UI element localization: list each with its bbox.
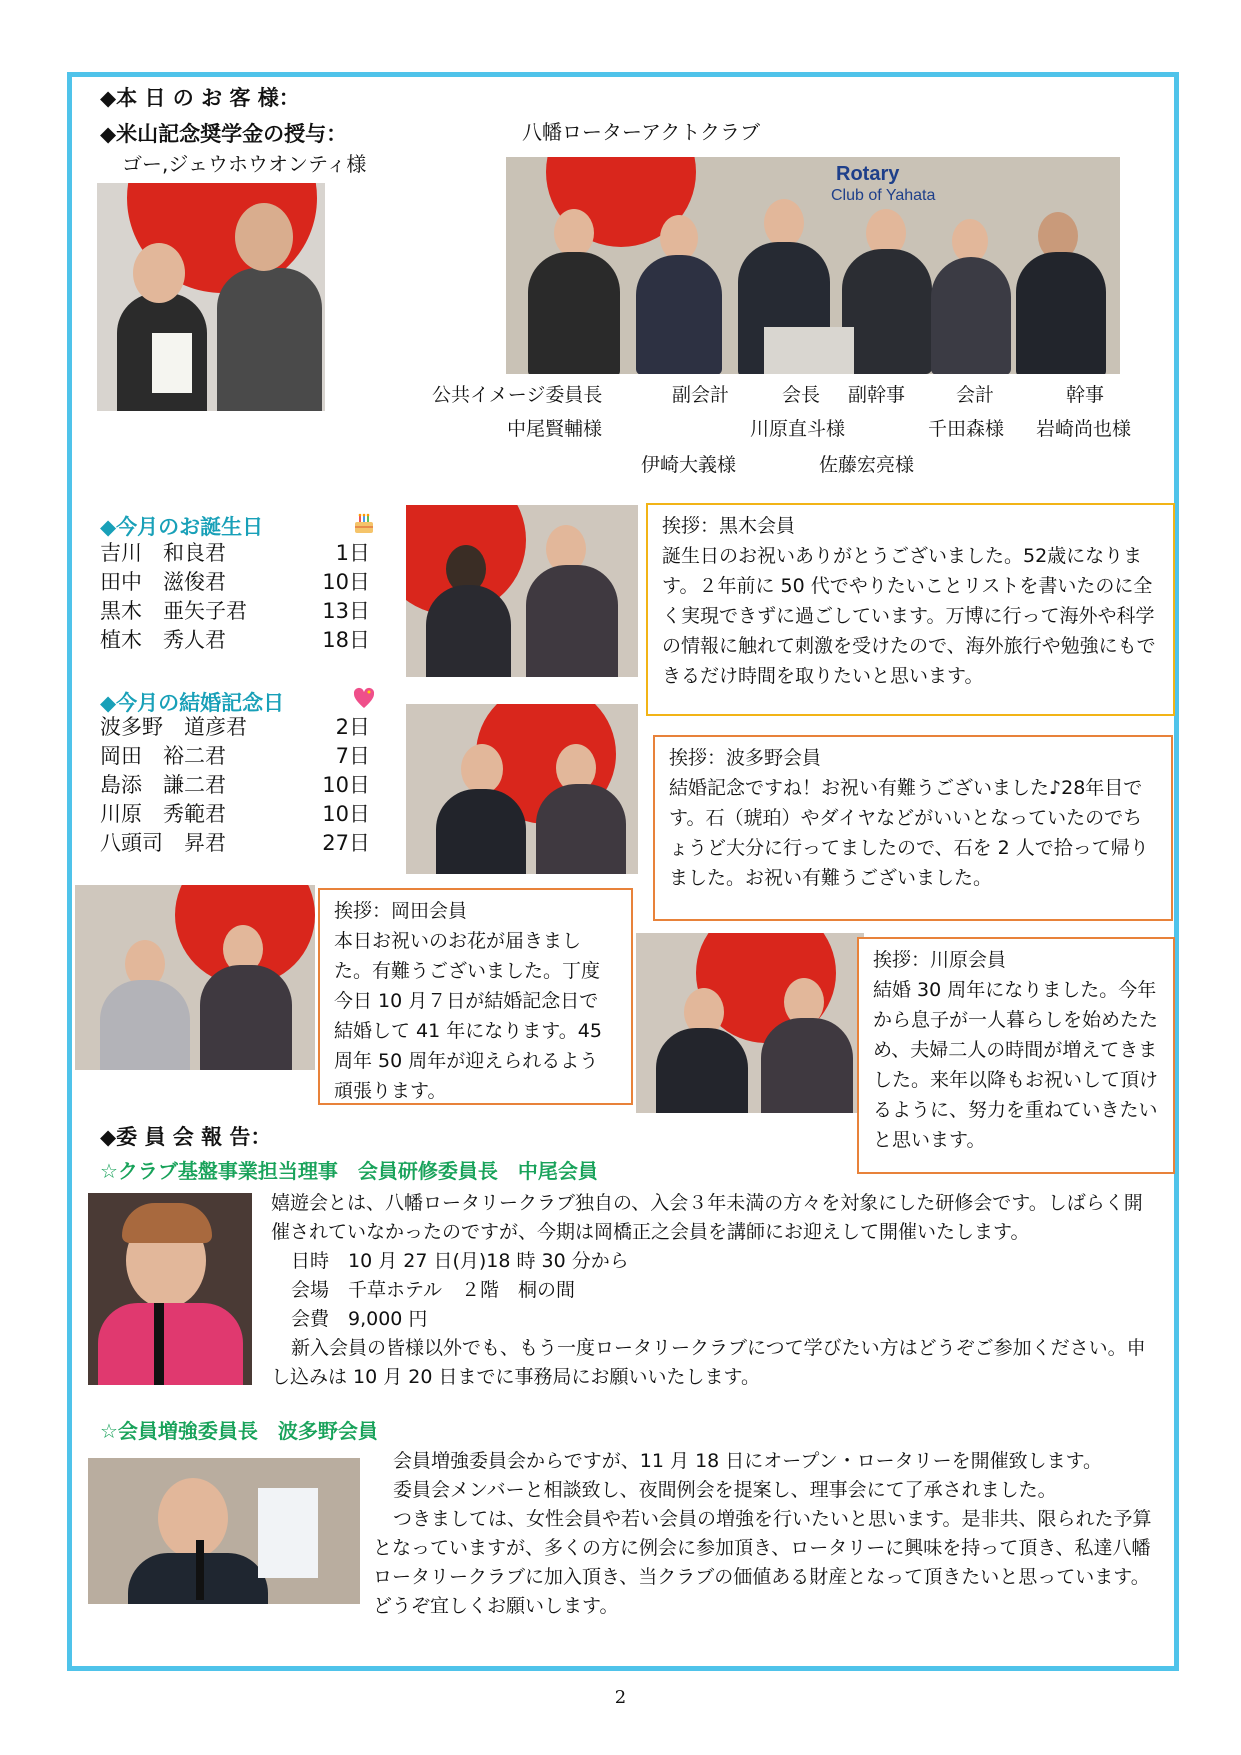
okada-greeting-box (318, 888, 633, 1105)
section1-fee: 会費 9,000 円 (291, 1308, 428, 1330)
list-item: 植木 秀人君 18日 (100, 628, 370, 652)
caption-role: 会計 (956, 384, 995, 406)
list-item: 吉川 和良君 1日 (100, 541, 370, 565)
committee-section1-body (271, 1189, 1161, 1392)
committee-section2-body (373, 1447, 1163, 1621)
page-number: 2 (614, 1687, 627, 1708)
caption-role: 副会計 (672, 384, 730, 406)
heart-icon (352, 687, 376, 711)
kawahara-photo (636, 933, 864, 1113)
cake-icon (352, 511, 376, 535)
caption-name: 伊崎大義様 (641, 454, 737, 476)
rotaract-heading: 八幡ローターアクトクラブ (522, 120, 760, 144)
list-item: 波多野 道彦君 2日 (100, 715, 370, 739)
okada-photo (75, 885, 315, 1070)
kuroki-greeting-box (646, 503, 1175, 716)
greeting-title: 挨拶：川原会員 (873, 949, 1007, 971)
nakao-photo (88, 1193, 252, 1385)
caption-name: 岩崎尚也様 (1036, 418, 1132, 440)
list-item: 岡田 裕二君 7日 (100, 744, 370, 768)
section2-p3: つきましては、女性会員や若い会員の増強を行いたいと思います。是非共、限られた予算となっていますが、多くの方に例会に参加頂き、ロータリーに興味を持って頂き、私達八幡ロータリークラブに加入頂き、当クラブの価値ある財産となって頂きたいと思っています。どうぞ宜しくお願いします。 (373, 1508, 1152, 1617)
section1-intro: 嬉遊会とは、八幡ロータリークラブ独自の、入会３年未満の方々を対象にした研修会です。しばらく開催されていなかったのですが、今期は岡橋正之会員を講師にお迎えして開催いたします。 (271, 1192, 1143, 1243)
scholarship-recipient: ゴー,ジェウホウオンティ様 (122, 152, 367, 176)
birthday-heading: ◆今月のお誕生日 (100, 515, 264, 539)
birthday-list (100, 539, 370, 655)
greeting-title: 挨拶：波多野会員 (669, 747, 822, 769)
caption-name: 中尾賢輔様 (507, 418, 603, 440)
rotary-banner-text: Rotary (836, 163, 900, 185)
rotaract-group-photo (506, 157, 1120, 374)
caption-role: 副幹事 (848, 384, 906, 406)
section1-venue: 会場 千草ホテル ２階 桐の間 (291, 1279, 576, 1301)
greeting-title: 挨拶：岡田会員 (334, 900, 468, 922)
greeting-text: 誕生日のお祝いありがとうございました。52歳になります。２年前に 50 代でやりたいことリストを書いたのに全く実現できずに過ごしています。万博に行って海外や科学の情報に触れて刺激を受けたので、海外旅行や勉強にもできるだけ時間を取りたいと思います。 (662, 545, 1156, 687)
greeting-text: 結婚記念ですね！お祝い有難うございました♪28年目です。石（琥珀）やダイヤなどがいいとなっていたのでちょうど大分に行ってましたので、石を 2 人で拾って帰りました。お祝い有難うございました。 (669, 777, 1149, 889)
list-item: 田中 滋俊君 10日 (100, 570, 370, 594)
kuroki-photo (406, 505, 638, 677)
list-item: 島添 謙二君 10日 (100, 773, 370, 797)
section2-p2: 委員会メンバーと相談致し、夜間例会を提案し、理事会にて了承されました。 (393, 1479, 1057, 1501)
scholarship-photo (97, 183, 325, 411)
section1-date: 日時 10 月 27 日(月)18 時 30 分から (291, 1250, 629, 1272)
hatano-speech-photo (88, 1458, 360, 1604)
caption-role: 公共イメージ委員長 (432, 384, 603, 406)
wedding-heading: ◆今月の結婚記念日 (100, 691, 285, 715)
section1-outro: 新入会員の皆様以外でも、もう一度ロータリークラブにつて学びたい方はどうぞご参加ください。申し込みは 10 月 20 日までに事務局にお願いいたします。 (271, 1337, 1146, 1388)
wedding-list (100, 713, 370, 858)
greeting-text: 本日お祝いのお花が届きました。有難うございました。丁度今日 10 月７日が結婚記念日で結婚して 41 年になります。45 周年 50 周年が迎えられるよう頑張ります。 (334, 930, 602, 1102)
caption-role: 幹事 (1066, 384, 1105, 406)
guests-heading: ◆本 日 の お 客 様： (100, 86, 300, 110)
list-item: 八頭司 昇君 27日 (100, 831, 370, 855)
greeting-text: 結婚 30 周年になりました。今年から息子が一人暮らしを始めたため、夫婦二人の時間が増えてきました。来年以降もお祝いして頂けるように、努力を重ねていきたいと思います。 (873, 979, 1159, 1151)
greeting-title: 挨拶：黒木会員 (662, 515, 796, 537)
caption-name: 川原直斗様 (750, 418, 846, 440)
section2-p1: 会員増強委員会からですが、11 月 18 日にオープン・ロータリーを開催致します。 (393, 1450, 1103, 1472)
committee-section2-title: ☆会員増強委員長 波多野会員 (100, 1419, 378, 1443)
kawahara-greeting-box (857, 937, 1175, 1174)
list-item: 川原 秀範君 10日 (100, 802, 370, 826)
club-banner-text: Club of Yahata (831, 187, 936, 204)
committee-heading: ◆委 員 会 報 告： (100, 1125, 272, 1149)
list-item: 黒木 亜矢子君 13日 (100, 599, 370, 623)
hatano-greeting-box (653, 735, 1173, 921)
caption-role: 会長 (782, 384, 821, 406)
caption-name: 佐藤宏亮様 (819, 454, 915, 476)
hatano-photo (406, 704, 638, 874)
committee-section1-title: ☆クラブ基盤事業担当理事 会員研修委員長 中尾会員 (100, 1159, 598, 1183)
caption-name: 千田森様 (928, 418, 1005, 440)
scholarship-heading: ◆米山記念奨学金の授与： (100, 122, 348, 146)
